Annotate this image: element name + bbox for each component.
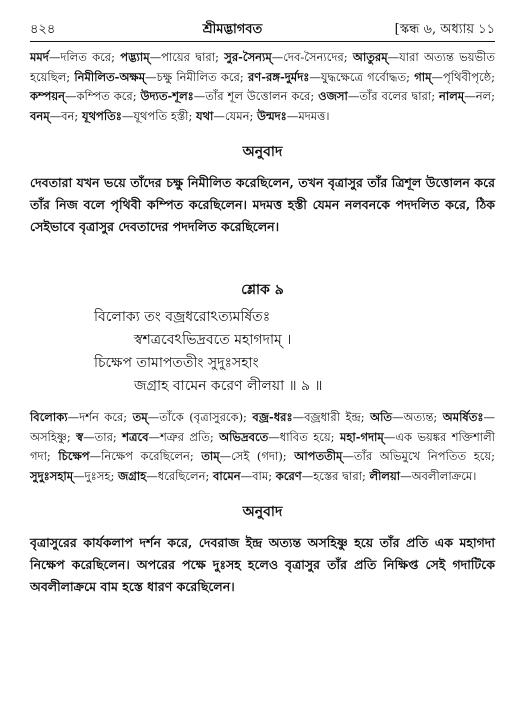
synonym-term: বনম্ bbox=[30, 108, 50, 123]
synonym-meaning: —তাঁর অভিমুখে নিপতিত হয়ে; bbox=[342, 449, 496, 463]
synonym-term: যথা bbox=[195, 108, 214, 123]
synonym-term: মহা-গদাম্ bbox=[339, 429, 384, 444]
translation-heading-2: অনুবাদ bbox=[242, 504, 283, 520]
synonym-term: উদ্যত-শূলঃ bbox=[140, 89, 194, 103]
verse-block bbox=[30, 306, 495, 398]
verse-heading: শ্লোক ৯ bbox=[241, 282, 284, 298]
synonym-term: চিক্ষেপ bbox=[58, 449, 90, 463]
synonym-meaning: —ধরেছিলেন; bbox=[146, 468, 214, 483]
page-header bbox=[30, 20, 495, 38]
synonym-meaning: —অবলীলাক্রমে। bbox=[400, 468, 477, 483]
synonym-term: করেণ bbox=[275, 468, 302, 483]
synonym-term: পদ্ভ্যাম্ bbox=[120, 50, 150, 64]
translation-heading-1: অনুবাদ bbox=[242, 144, 283, 160]
synonym-meaning: —অত্যন্ত; bbox=[392, 410, 443, 424]
synonym-term: রণ-রঙ্গ-দুর্মদঃ bbox=[247, 69, 310, 84]
synonym-term: বিলোক্য bbox=[30, 410, 68, 424]
synonym-meaning: —চক্ষু নিমীলিত করে; bbox=[145, 69, 248, 84]
synonym-meaning: —যুদ্ধক্ষেত্রে গর্বোদ্ধত; bbox=[309, 69, 415, 84]
synonyms-paragraph-2 bbox=[30, 408, 495, 486]
synonym-term: সুদুঃসহাম্ bbox=[30, 468, 74, 483]
synonym-meaning: —মদমত্ত। bbox=[286, 108, 330, 123]
synonym-term: গাম্ bbox=[414, 69, 432, 84]
synonym-term: জগ্রাহ bbox=[117, 468, 147, 483]
synonym-term: লীলয়া bbox=[369, 468, 401, 483]
synonym-meaning: —যেমন; bbox=[213, 108, 257, 123]
synonym-meaning: —ধাবিত হয়ে; bbox=[268, 429, 340, 444]
synonym-meaning: —দুঃসহ; bbox=[73, 468, 118, 483]
synonym-meaning: —বাম; bbox=[240, 468, 276, 483]
book-page bbox=[30, 20, 495, 598]
synonym-term: স্ব bbox=[76, 429, 84, 444]
synonym-term: শত্রবে bbox=[122, 429, 149, 444]
synonym-term: অমর্ষিতঃ bbox=[442, 410, 484, 424]
synonym-term: বামেন bbox=[213, 468, 241, 483]
synonym-term: নালম্ bbox=[439, 89, 465, 103]
synonym-term: নিমীলিত-অক্ষম্ bbox=[74, 69, 146, 84]
synonym-meaning: —বন; bbox=[49, 108, 82, 123]
synonym-meaning: —কম্পিত করে; bbox=[65, 89, 141, 103]
synonym-meaning: —তাঁকে (বৃত্রাসুরকে); bbox=[147, 410, 253, 424]
verse-line-1: বিলোক্য তং বজ্রধরোঽত্যমর্ষিতঃ bbox=[94, 309, 271, 325]
translation-paragraph-2: বৃত্রাসুরের কার্যকলাপ দর্শন করে, দেবরাজ ইন্দ্র অত্যন্ত অসহিষ্ণু হয়ে তাঁর প্রতি এক মহাগদা নিক্ষেপ করেছিলেন। অপরের পক্ষে দুঃসহ হলেও বৃত্রাসুর তাঁর প্রতি নিক্ষিপ্ত সেই গদাটিকে অবলীলাক্রমে বাম হস্তে ধারণ করেছিলেন। bbox=[30, 535, 495, 594]
synonym-term: তাম্ bbox=[201, 449, 220, 463]
synonym-term: উন্মদঃ bbox=[256, 108, 287, 123]
synonym-meaning: —নল; bbox=[464, 89, 495, 103]
synonym-meaning: —দর্শন করে; bbox=[67, 410, 133, 424]
page-number: ৪২৪ bbox=[30, 22, 56, 37]
synonym-meaning: —নিক্ষেপ করেছিলেন; bbox=[89, 449, 202, 463]
synonym-meaning: —পায়ের দ্বারা; bbox=[149, 50, 225, 64]
synonym-meaning: —সেই (গদা); bbox=[219, 449, 295, 463]
synonyms-paragraph-1 bbox=[30, 48, 495, 126]
synonym-term: আতুরম্ bbox=[352, 50, 388, 64]
synonym-meaning: —যূথপতি হস্তী; bbox=[121, 108, 196, 123]
synonym-meaning: —শত্রুর প্রতি; bbox=[148, 429, 220, 444]
synonym-term: ওজসা bbox=[318, 89, 348, 103]
synonym-term: মমর্দ bbox=[30, 50, 49, 64]
synonym-term: কম্পয়ন্ bbox=[30, 89, 66, 103]
synonym-meaning: —অসহিষ্ণু; bbox=[30, 410, 495, 444]
synonym-meaning: —তার; bbox=[83, 429, 123, 444]
synonym-term: আপততীম্ bbox=[294, 449, 343, 463]
synonym-term: বজ্র-ধরঃ bbox=[252, 410, 293, 424]
synonym-meaning: —তাঁর শূল উত্তোলন করে; bbox=[193, 89, 319, 103]
synonym-meaning: —যারা অত্যন্ত ভয়ভীত হয়েছিল; bbox=[30, 50, 495, 84]
header-rule bbox=[30, 41, 495, 42]
synonym-term: অতি bbox=[370, 410, 393, 424]
synonym-meaning: —দলিত করে; bbox=[48, 50, 121, 64]
synonym-term: সুর-সৈন্যম্ bbox=[224, 50, 272, 64]
synonym-meaning: —হস্তের দ্বারা; bbox=[301, 468, 370, 483]
synonym-meaning: —দেব-সৈন্যদের; bbox=[271, 50, 353, 64]
synonym-term: তম্ bbox=[132, 410, 148, 424]
verse-line-3: চিক্ষেপ তামাপততীং সুদুঃসহাং bbox=[94, 355, 259, 371]
synonym-meaning: —বজ্রধারী ইন্দ্র; bbox=[292, 410, 371, 424]
translation-paragraph-1: দেবতারা যখন ভয়ে তাঁদের চক্ষু নিমীলিত করেছিলেন, তখন বৃত্রাসুর তাঁর ত্রিশূল উত্তোলন করে তাঁর নিজ বলে পৃথিবী কম্পিত করেছিলেন। মদমত্ত হস্তী যেমন নলবনকে পদদলিত করে, ঠিক সেইভাবে বৃত্রাসুর দেবতাদের পদদলিত করেছিলেন। bbox=[30, 175, 495, 234]
synonym-meaning: —তাঁর বলের দ্বারা; bbox=[347, 89, 440, 103]
chapter-reference: [স্কন্ধ ৬, অধ্যায় ১১ bbox=[394, 22, 495, 37]
verse-line-4: জগ্রাহ বামেন করেণ লীলয়া ॥ ৯ ॥ bbox=[134, 378, 323, 394]
verse-line-2: স্বশত্রবেঽভিদ্রবতে মহাগদাম্ । bbox=[134, 332, 292, 348]
synonym-term: অভিদ্রবতে bbox=[219, 429, 269, 444]
book-title: শ্রীমদ্ভাগবত bbox=[202, 22, 263, 37]
synonym-meaning: —এক ভয়ঙ্কর শক্তিশালী গদা; bbox=[30, 429, 495, 463]
synonym-meaning: —পৃথিবীপৃষ্ঠে; bbox=[431, 69, 495, 84]
synonym-term: যূথপতিঃ bbox=[81, 108, 122, 123]
